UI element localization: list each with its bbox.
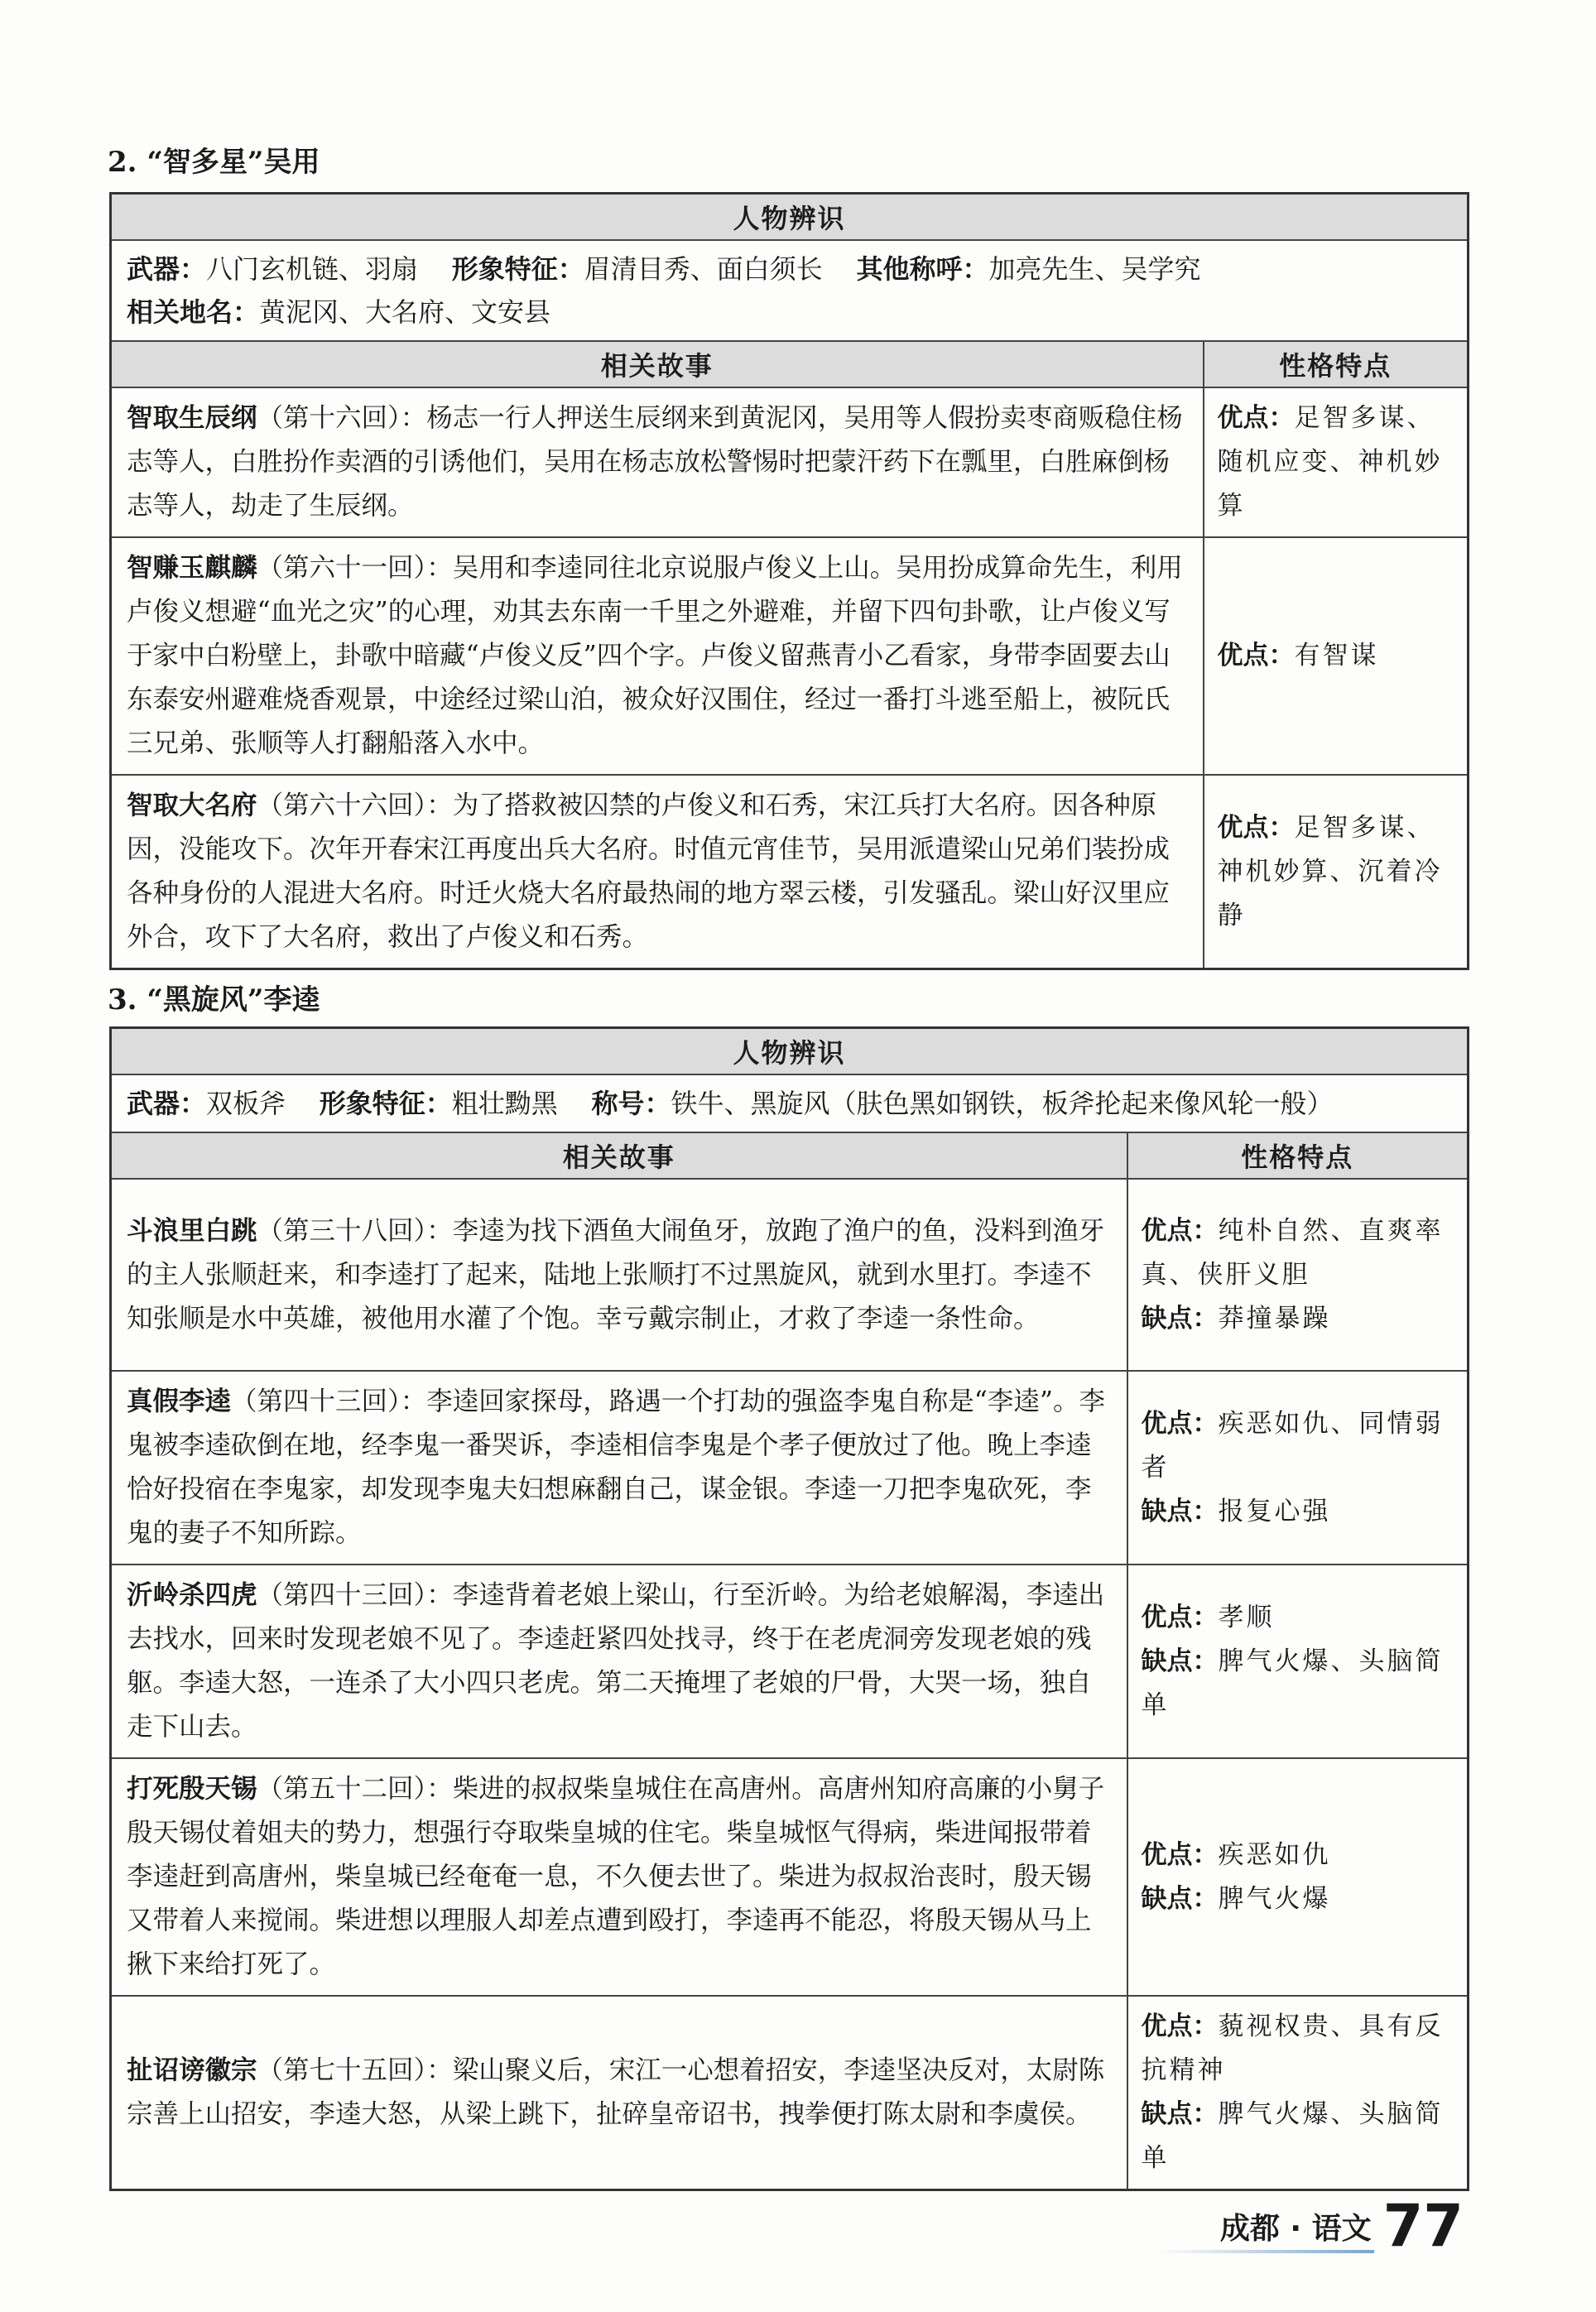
trait-key: 优点： — [1217, 403, 1295, 433]
table-row — [111, 1179, 1469, 1371]
col-traits-header: 性格特点 — [1127, 1132, 1469, 1179]
story-cell — [111, 1996, 1127, 2190]
trait-key: 优点： — [1141, 1602, 1219, 1632]
trait-value: 足智多谋、神机妙算、沉着冷静 — [1217, 812, 1443, 930]
trait-key: 缺点： — [1141, 1883, 1219, 1914]
story-text: （第五十二回）：柴进的叔叔柴皇城住在高唐州。高唐州知府高廉的小舅子殷天锡仗着姐夫的势力，想强行夺取柴皇城的住宅。柴皇城怄气得病，柴进闻报带着李逵赶到高唐州，柴皇城已经奄奄一息，不久便去世了。柴进为叔叔治丧时，殷天锡又带着人来搅闹。柴进想以理服人却差点遭到殴打，李逵再不能忍，将殷天锡从马上揪下来给打死了。 — [127, 1774, 1105, 1979]
trait-value: 孝顺 — [1218, 1602, 1275, 1632]
story-cell — [111, 1565, 1127, 1758]
traits-cell — [1127, 1371, 1469, 1565]
footer-decoration — [1159, 2250, 1374, 2253]
story-text: （第三十八回）：李逵为找下酒鱼大闹鱼牙，放跑了渔户的鱼，没料到渔牙的主人张顺赶来，和李逵打了起来，陆地上张顺打不过黑旋风，就到水里打。李逵不知张顺是水中英雄，被他用水灌了个饱。幸亏戴宗制止，才救了李逵一条性命。 — [127, 1215, 1105, 1334]
trait-value: 疾恶如仇、同情弱者 — [1141, 1408, 1444, 1483]
story-cell — [111, 537, 1204, 775]
story-cell — [111, 1371, 1127, 1565]
footer-label: 成都 · 语文 — [1219, 2211, 1372, 2246]
trait-key: 缺点： — [1141, 1303, 1219, 1334]
trait-value: 纯朴自然、直爽率真、侠肝义胆 — [1141, 1215, 1444, 1290]
trait-key: 优点： — [1141, 1408, 1219, 1439]
table-row — [111, 1565, 1469, 1758]
traits-cell — [1127, 1179, 1469, 1371]
story-title: 斗浪里白跳 — [127, 1215, 257, 1246]
story-title: 智赚玉麒麟 — [127, 553, 257, 583]
trait-key: 优点： — [1141, 1839, 1219, 1870]
trait-value: 莽撞暴躁 — [1218, 1303, 1331, 1334]
info-key: 形象特征： — [451, 253, 584, 285]
info-value: 八门玄机链、羽扇 — [206, 253, 419, 285]
story-text: （第四十三回）：李逵回家探母，路遇一个打劫的强盗李鬼自称是“李逵”。李鬼被李逵砍倒在地，经李鬼一番哭诉，李逵相信李鬼是个孝子便放过了他。晚上李逵恰好投宿在李鬼家，却发现李鬼夫妇想麻翻自己，谋金银。李逵一刀把李鬼砍死，李鬼的妻子不知所踪。 — [127, 1387, 1105, 1548]
info-cell — [111, 240, 1469, 341]
trait-value: 脾气火爆、头脑简单 — [1141, 2099, 1444, 2173]
info-key: 称号： — [591, 1088, 671, 1119]
story-cell — [111, 1179, 1127, 1371]
story-title: 沂岭杀四虎 — [127, 1580, 257, 1610]
story-text: （第十六回）：杨志一行人押送生辰纲来到黄泥冈，吴用等人假扮卖枣商贩稳住杨志等人，白胜扮作卖酒的引诱他们，吴用在杨志放松警惕时把蒙汗药下在瓢里，白胜麻倒杨志等人，劫走了生辰纲。 — [127, 403, 1183, 521]
table-row — [111, 775, 1469, 969]
traits-cell — [1127, 1565, 1469, 1758]
trait-value: 脾气火爆、头脑简单 — [1141, 1646, 1444, 1720]
trait-value: 有智谋 — [1294, 641, 1379, 671]
story-cell — [111, 775, 1204, 969]
traits-cell — [1204, 775, 1469, 969]
col-traits-header: 性格特点 — [1204, 341, 1469, 387]
story-title: 打死殷天锡 — [127, 1774, 257, 1804]
id-header: 人物辨识 — [111, 194, 1469, 241]
section-3-title: 3. “黑旋风”李逵 — [108, 983, 320, 1017]
traits-cell — [1127, 1758, 1469, 1996]
trait-value: 报复心强 — [1218, 1496, 1331, 1526]
table-row — [111, 1758, 1469, 1996]
info-key: 武器： — [127, 253, 207, 285]
wu-yong-table — [109, 192, 1469, 970]
story-cell — [111, 1758, 1127, 1996]
table-row — [111, 1371, 1469, 1565]
li-kui-table — [109, 1026, 1469, 2191]
story-title: 智取大名府 — [127, 791, 257, 820]
info-key: 武器： — [127, 1088, 207, 1119]
trait-key: 缺点： — [1141, 1646, 1219, 1676]
info-value: 双板斧 — [206, 1088, 286, 1119]
story-text: （第四十三回）：李逵背着老娘上梁山，行至沂岭。为给老娘解渴，李逵出去找水，回来时发现老娘不见了。李逵赶紧四处找寻，终于在老虎洞旁发现老娘的残躯。李逵大怒，一连杀了大小四只老虎。第二天掩埋了老娘的尸骨，大哭一场，独自走下山去。 — [127, 1580, 1105, 1742]
story-text: （第六十一回）：吴用和李逵同往北京说服卢俊义上山。吴用扮成算命先生，利用卢俊义想避“血光之灾”的心理，劝其去东南一千里之外避难，并留下四句卦歌，让卢俊义写于家中白粉壁上，卦歌中暗藏“卢俊义反”四个字。卢俊义留燕青小乙看家，身带李固要去山东泰安州避难烧香观景，中途经过梁山泊，被众好汉围住，经过一番打斗逃至船上，被阮氏三兄弟、张顺等人打翻船落入水中。 — [127, 553, 1183, 758]
page-number: 77 — [1382, 2192, 1464, 2260]
story-title: 扯诏谤徽宗 — [127, 2055, 257, 2085]
trait-value: 疾恶如仇 — [1218, 1839, 1331, 1870]
story-title: 真假李逵 — [127, 1387, 232, 1416]
info-value: 铁牛、黑旋风（肤色黑如钢铁，板斧抡起来像风轮一般） — [671, 1088, 1334, 1119]
traits-cell — [1127, 1996, 1469, 2190]
col-story-header: 相关故事 — [111, 1132, 1127, 1179]
info-key: 其他称呼： — [856, 253, 989, 285]
trait-value: 脾气火爆 — [1218, 1883, 1331, 1914]
story-cell — [111, 387, 1204, 537]
trait-key: 缺点： — [1141, 2099, 1219, 2129]
traits-cell — [1204, 537, 1469, 775]
section-2-title: 2. “智多星”吴用 — [108, 146, 320, 179]
traits-cell — [1204, 387, 1469, 537]
table-row — [111, 387, 1469, 537]
id-header: 人物辨识 — [111, 1028, 1469, 1075]
trait-value: 足智多谋、随机应变、神机妙算 — [1217, 403, 1443, 521]
trait-key: 缺点： — [1141, 1496, 1219, 1526]
trait-key: 优点： — [1141, 1215, 1219, 1246]
info-value: 粗壮黝黑 — [451, 1088, 558, 1119]
trait-value: 藐视权贵、具有反抗精神 — [1141, 2012, 1444, 2085]
table-row — [111, 1996, 1469, 2190]
info-key: 相关地名： — [127, 296, 260, 328]
info-value: 眉清目秀、面白须长 — [584, 253, 823, 285]
info-cell — [111, 1074, 1469, 1132]
story-text: （第六十六回）：为了搭救被囚禁的卢俊义和石秀，宋江兵打大名府。因各种原因，没能攻下。次年开春宋江再度出兵大名府。时值元宵佳节，吴用派遣梁山兄弟们装扮成各种身份的人混进大名府。时迁火烧大名府最热闹的地方翠云楼，引发骚乱。梁山好汉里应外合，攻下了大名府，救出了卢俊义和石秀。 — [127, 791, 1171, 952]
info-value: 加亮先生、吴学究 — [988, 253, 1201, 285]
story-title: 智取生辰纲 — [127, 403, 257, 433]
trait-key: 优点： — [1141, 2012, 1219, 2041]
trait-key: 优点： — [1217, 641, 1295, 671]
info-value: 黄泥冈、大名府、文安县 — [259, 296, 551, 328]
table-row — [111, 537, 1469, 775]
info-key: 形象特征： — [319, 1088, 452, 1119]
trait-key: 优点： — [1217, 812, 1295, 843]
story-text: （第七十五回）：梁山聚义后，宋江一心想着招安，李逵坚决反对，太尉陈宗善上山招安，李逵大怒，从梁上跳下，扯碎皇帝诏书，拽拳便打陈太尉和李虞侯。 — [127, 2055, 1105, 2129]
col-story-header: 相关故事 — [111, 341, 1204, 387]
